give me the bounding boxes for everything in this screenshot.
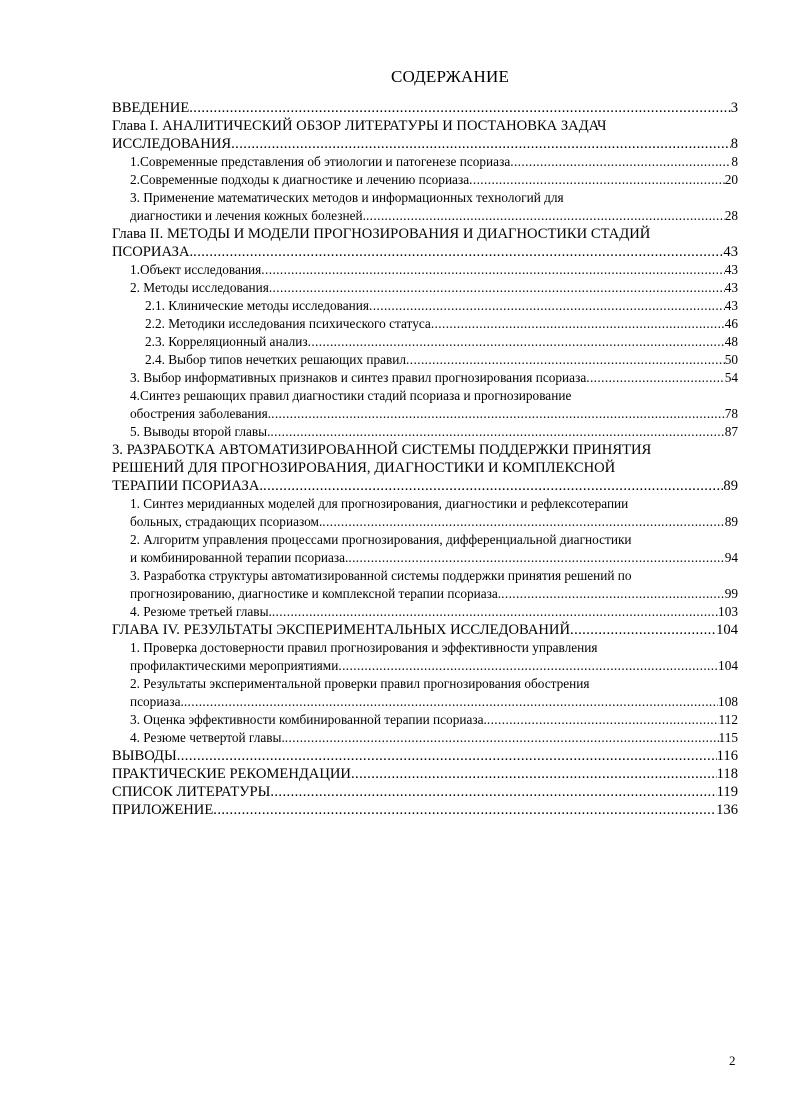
toc-entry-last-line (145, 315, 738, 333)
toc-entry-last-line (112, 783, 738, 801)
dot-leader (348, 549, 724, 567)
toc-entry-last-line (112, 99, 738, 117)
toc-entry-text: РЕШЕНИЙ ДЛЯ ПРОГНОЗИРОВАНИЯ, ДИАГНОСТИКИ И КОМПЛЕКСНОЙ (112, 460, 616, 476)
toc-page-number: 118 (716, 766, 738, 782)
toc-entry-text: ПРАКТИЧЕСКИЕ РЕКОМЕНДАЦИИ (112, 766, 351, 782)
toc-entry-last-line (130, 207, 738, 225)
toc-entry-text: ВЫВОДЫ (112, 748, 177, 764)
toc-page-number: 48 (724, 334, 738, 349)
toc-entry (112, 333, 738, 351)
toc-entry (112, 225, 738, 261)
toc-entry-text: диагностики и лечения кожных болезней. (130, 208, 366, 223)
toc-page-number: 112 (718, 712, 738, 727)
toc-page-number: 116 (716, 748, 738, 764)
toc-entry-last-line (130, 423, 738, 441)
toc-page-number: 46 (724, 316, 738, 331)
toc-page-number: 119 (716, 784, 738, 800)
toc-entry (112, 261, 738, 279)
toc-entry-text: 2. Методы исследования (130, 280, 269, 295)
toc-entry-text: Глава II. МЕТОДЫ И МОДЕЛИ ПРОГНОЗИРОВАНИЯ И ДИАГНОСТИКИ СТАДИЙ (112, 226, 651, 242)
toc-entry-last-line (112, 747, 738, 765)
dot-leader (431, 315, 725, 333)
toc-entry-last-line (130, 369, 738, 387)
dot-leader (322, 513, 724, 531)
toc-entry-last-line (130, 657, 738, 675)
toc-page-number: 20 (724, 172, 738, 187)
toc-entry (112, 747, 738, 765)
table-of-contents (112, 99, 738, 819)
dot-leader (213, 801, 716, 819)
toc-entry (112, 765, 738, 783)
toc-entry (112, 423, 738, 441)
toc-entry-last-line (112, 621, 738, 639)
toc-entry (112, 567, 738, 603)
toc-entry-last-line (145, 333, 738, 351)
page-number: 2 (729, 1053, 736, 1068)
toc-entry-text: ПРИЛОЖЕНИЕ (112, 802, 214, 818)
toc-entry-text: 4.Синтез решающих правил диагностики стадий псориаза и прогнозирование (130, 388, 572, 403)
toc-entry-last-line (145, 297, 738, 315)
toc-entry-text: больных, страдающих псориазом. (130, 514, 323, 529)
dot-leader (338, 657, 718, 675)
toc-entry (112, 801, 738, 819)
toc-entry-last-line (145, 351, 738, 369)
toc-entry-last-line (130, 279, 738, 297)
toc-entry-last-line (130, 261, 738, 279)
toc-entry-text: 3. Применение математических методов и информационных технологий для (130, 190, 564, 205)
toc-page-number: 43 (724, 280, 738, 295)
toc-entry (112, 675, 738, 711)
toc-page-number: 8 (730, 136, 738, 152)
toc-page-number: 89 (723, 478, 738, 494)
toc-page-number: 94 (724, 550, 738, 565)
toc-entry (112, 387, 738, 423)
toc-entry-text: 2. Результаты экспериментальной проверки правил прогнозирования обострения (130, 676, 590, 691)
toc-entry (112, 711, 738, 729)
toc-entry-text: ПСОРИАЗА. (112, 244, 194, 260)
toc-entry-last-line (112, 801, 738, 819)
toc-page-number: 50 (724, 352, 738, 367)
dot-leader (189, 99, 730, 117)
toc-entry-text: 2.1. Клинические методы исследования (145, 298, 370, 313)
toc-entry-text: профилактическими мероприятиями (130, 658, 339, 673)
dot-leader (351, 765, 717, 783)
toc-entry-last-line (130, 585, 738, 603)
dot-leader (271, 405, 725, 423)
toc-entry-text: 4. Резюме третьей главы. (130, 604, 272, 619)
toc-page-number: 8 (731, 154, 738, 169)
toc-entry (112, 441, 738, 495)
page-title: СОДЕРЖАНИЕ (390, 67, 510, 86)
dot-leader (406, 351, 725, 369)
toc-entry-last-line (112, 243, 738, 261)
toc-entry-last-line (112, 135, 738, 153)
toc-entry (112, 531, 738, 567)
dot-leader (501, 585, 725, 603)
dot-leader (469, 171, 725, 189)
toc-entry-text: ВВЕДЕНИЕ (112, 100, 190, 116)
toc-page-number: 43 (724, 298, 738, 313)
toc-page-number: 104 (716, 622, 738, 638)
toc-page-number: 43 (724, 262, 738, 277)
toc-entry-text: псориаза. (130, 694, 184, 709)
toc-entry-last-line (112, 765, 738, 783)
toc-entry-text: 3. Выбор информативных признаков и синтез правил прогнозирования псориаза (130, 370, 587, 385)
toc-entry-text: обострения заболевания. (130, 406, 272, 421)
dot-leader (261, 261, 724, 279)
toc-entry (112, 621, 738, 639)
toc-entry-text: 3. Разработка структуры автоматизированной системы поддержки принятия решений по (130, 568, 632, 583)
dot-leader (369, 297, 725, 315)
toc-entry (112, 639, 738, 675)
toc-page-number: 136 (716, 802, 738, 818)
toc-page-number: 28 (724, 208, 738, 223)
toc-entry (112, 369, 738, 387)
toc-entry-text: 2.Современные подходы к диагностике и лечению псориаза (130, 172, 470, 187)
toc-entry-text: и комбинированной терапии псориаза. (130, 550, 349, 565)
toc-entry-text: Глава I. АНАЛИТИЧЕСКИЙ ОБЗОР ЛИТЕРАТУРЫ И ПОСТАНОВКА ЗАДАЧ (112, 118, 607, 134)
dot-leader (272, 603, 718, 621)
toc-entry (112, 351, 738, 369)
toc-entry-last-line (130, 729, 738, 747)
dot-leader (270, 423, 724, 441)
dot-leader (510, 153, 731, 171)
dot-leader (263, 477, 723, 495)
toc-entry-last-line (130, 693, 738, 711)
toc-entry (112, 783, 738, 801)
toc-entry-text: 2. Алгоритм управления процессами прогнозирования, дифференциальной диагностики (130, 532, 632, 547)
dot-leader (487, 711, 719, 729)
toc-entry-text: 3. РАЗРАБОТКА АВТОМАТИЗИРОВАННОЙ СИСТЕМЫ ПОДДЕРЖКИ ПРИНЯТИЯ (112, 442, 652, 458)
toc-entry-text: 2.3. Корреляционный анализ (145, 334, 308, 349)
toc-page-number: 115 (718, 730, 738, 745)
toc-entry-text: 5. Выводы второй главы. (130, 424, 271, 439)
toc-entry (112, 495, 738, 531)
toc-page-number: 99 (724, 586, 738, 601)
toc-page-number: 108 (718, 694, 738, 709)
toc-page-number: 3 (730, 100, 738, 116)
dot-leader (269, 279, 725, 297)
toc-entry (112, 603, 738, 621)
toc-entry-text: 3. Оценка эффективности комбинированной терапии псориаза. (130, 712, 487, 727)
dot-leader (586, 369, 724, 387)
toc-page-number: 43 (723, 244, 738, 260)
toc-entry-text: 1. Проверка достоверности правил прогнозирования и эффективности управления (130, 640, 598, 655)
toc-page-number: 103 (718, 604, 738, 619)
toc-entry-text: ТЕРАПИИ ПСОРИАЗА. (112, 478, 264, 494)
dot-leader (231, 135, 731, 153)
toc-entry-text: 2.2. Методики исследования психического статуса (145, 316, 431, 331)
toc-page-number: 78 (724, 406, 738, 421)
toc-entry (112, 315, 738, 333)
toc-entry (112, 297, 738, 315)
toc-entry-text: 1.Современные представления об этиологии и патогенезе псориаза (130, 154, 511, 169)
dot-leader (177, 747, 717, 765)
toc-page-number: 54 (724, 370, 738, 385)
toc-entry (112, 279, 738, 297)
toc-entry-last-line (130, 513, 738, 531)
toc-entry-last-line (130, 711, 738, 729)
toc-entry (112, 189, 738, 225)
toc-page-number: 89 (724, 514, 738, 529)
toc-entry-last-line (130, 549, 738, 567)
dot-leader (285, 729, 719, 747)
toc-entry-text: 1. Синтез меридианных моделей для прогнозирования, диагностики и рефлексотерапии (130, 496, 629, 511)
toc-entry (112, 729, 738, 747)
toc-entry-last-line (130, 603, 738, 621)
dot-leader (193, 243, 723, 261)
toc-entry-last-line (130, 405, 738, 423)
toc-entry-text: 1.Объект исследования (130, 262, 262, 277)
toc-page-number: 104 (718, 658, 738, 673)
toc-entry-text: прогнозированию, диагностике и комплексной терапии псориаза. (130, 586, 502, 601)
dot-leader (308, 333, 725, 351)
toc-entry-text: ГЛАВА IV. РЕЗУЛЬТАТЫ ЭКСПЕРИМЕНТАЛЬНЫХ ИССЛЕДОВАНИЙ (112, 622, 571, 638)
toc-entry-text: 4. Резюме четвертой главы. (130, 730, 285, 745)
toc-entry (112, 153, 738, 171)
dot-leader (570, 621, 716, 639)
toc-entry (112, 171, 738, 189)
toc-entry-text: 2.4. Выбор типов нечетких решающих правил (145, 352, 407, 367)
toc-entry-last-line (130, 171, 738, 189)
toc-page-number: 87 (724, 424, 738, 439)
toc-entry-text: ИССЛЕДОВАНИЯ (112, 136, 232, 152)
toc-entry (112, 117, 738, 153)
toc-entry-last-line (112, 477, 738, 495)
dot-leader (366, 207, 725, 225)
toc-entry-last-line (130, 153, 738, 171)
toc-entry (112, 99, 738, 117)
dot-leader (270, 783, 716, 801)
toc-entry-text: СПИСОК ЛИТЕРАТУРЫ (112, 784, 271, 800)
dot-leader (184, 693, 718, 711)
